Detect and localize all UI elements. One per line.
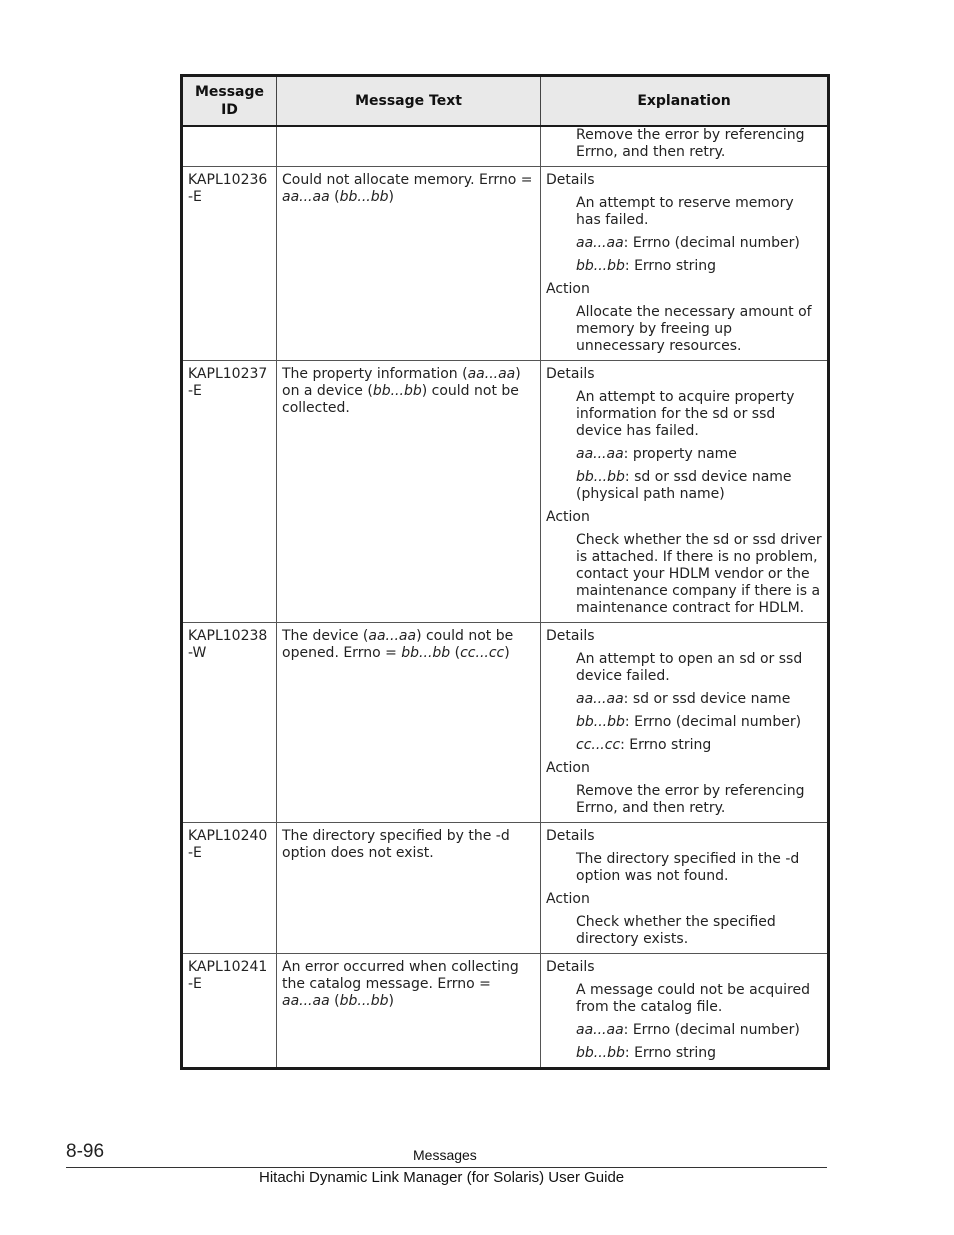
detail-variable: aa...aa: Errno (decimal number)	[576, 1022, 800, 1038]
detail-variable: bb...bb: Errno string	[576, 1045, 717, 1061]
cell-text	[277, 126, 541, 167]
details-label: Details	[546, 959, 595, 975]
detail-variable: aa...aa: Errno (decimal number)	[576, 235, 800, 251]
cell-explanation	[541, 167, 829, 361]
detail-variable: aa...aa: sd or ssd device name	[576, 691, 791, 707]
footer-guide-title: Hitachi Dynamic Link Manager (for Solaris) User Guide	[259, 1169, 625, 1186]
cell-explanation	[541, 361, 829, 623]
cell-text: The property information (aa...aa) on a device (bb...bb) could not be collected.	[277, 361, 541, 623]
action-label: Action	[546, 509, 590, 525]
cell-id: KAPL10241 -E	[182, 954, 277, 1069]
cell-id: KAPL10236 -E	[182, 167, 277, 361]
detail-text: An attempt to reserve memory has failed.	[576, 195, 794, 228]
cell-id	[182, 126, 277, 167]
header-message-id: Message ID	[182, 76, 277, 127]
table-header-row	[182, 76, 829, 127]
detail-variable: bb...bb: Errno (decimal number)	[576, 714, 802, 730]
cell-text: Could not allocate memory. Errno = aa...aa (bb...bb)	[277, 167, 541, 361]
cell-id: KAPL10240 -E	[182, 823, 277, 954]
detail-text: An attempt to open an sd or ssd device failed.	[576, 651, 803, 684]
action-label: Action	[546, 760, 590, 776]
cell-id: KAPL10237 -E	[182, 361, 277, 623]
cell-text: The directory specified by the -d option does not exist.	[277, 823, 541, 954]
cell-text: An error occurred when collecting the catalog message. Errno = aa...aa (bb...bb)	[277, 954, 541, 1069]
cell-text: The device (aa...aa) could not be opened. Errno = bb...bb (cc...cc)	[277, 623, 541, 823]
detail-text: An attempt to acquire property information for the sd or ssd device has failed.	[576, 389, 795, 439]
page-number: 8-96	[66, 1141, 105, 1162]
table-row	[182, 167, 829, 361]
detail-variable: bb...bb: Errno string	[576, 258, 717, 274]
table-row-continuation	[182, 126, 829, 167]
action-text: Remove the error by referencing Errno, and then retry.	[576, 127, 805, 160]
footer-divider	[66, 1167, 827, 1168]
action-text: Check whether the specified directory exists.	[576, 914, 776, 947]
detail-variable: cc...cc: Errno string	[576, 737, 712, 753]
action-text: Check whether the sd or ssd driver is attached. If there is no problem, contact your HDLM vendor or the maintenance company if there is a maintenance contract for HDLM.	[576, 532, 822, 616]
table-row	[182, 361, 829, 623]
details-label: Details	[546, 828, 595, 844]
header-explanation: Explanation	[541, 76, 829, 127]
table-row	[182, 823, 829, 954]
details-label: Details	[546, 366, 595, 382]
header-message-text: Message Text	[277, 76, 541, 127]
action-text: Allocate the necessary amount of memory by freeing up unnecessary resources.	[576, 304, 812, 354]
footer-section-title: Messages	[413, 1147, 477, 1163]
details-label: Details	[546, 628, 595, 644]
cell-explanation	[541, 126, 829, 167]
action-label: Action	[546, 281, 590, 297]
cell-explanation	[541, 954, 829, 1069]
cell-explanation	[541, 823, 829, 954]
detail-variable: bb...bb: sd or ssd device name (physical path name)	[576, 469, 792, 502]
detail-text: The directory specified in the -d option was not found.	[576, 851, 800, 884]
action-text: Remove the error by referencing Errno, and then retry.	[576, 783, 805, 816]
detail-text: A message could not be acquired from the catalog file.	[576, 982, 810, 1015]
details-label: Details	[546, 172, 595, 188]
cell-id: KAPL10238 -W	[182, 623, 277, 823]
table-row	[182, 954, 829, 1069]
messages-table	[180, 74, 830, 1070]
table-row	[182, 623, 829, 823]
action-label: Action	[546, 891, 590, 907]
cell-explanation	[541, 623, 829, 823]
detail-variable: aa...aa: property name	[576, 446, 737, 462]
